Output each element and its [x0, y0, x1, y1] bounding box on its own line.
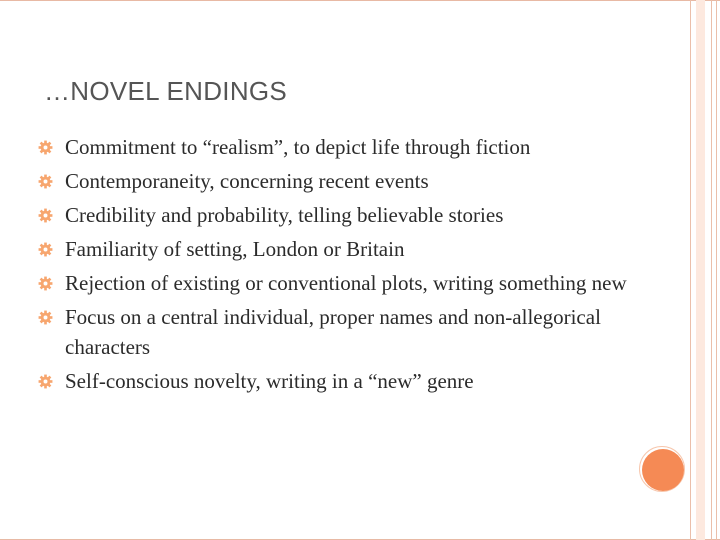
- bullet-list: [38, 132, 638, 400]
- slide-border-top: [0, 0, 720, 1]
- bullet-text: Self-conscious novelty, writing in a “new” genre: [65, 369, 474, 393]
- gear-icon: [38, 276, 53, 291]
- bullet-item: [38, 366, 638, 396]
- gear-icon: [38, 174, 53, 189]
- bullet-text: Contemporaneity, concerning recent events: [65, 169, 429, 193]
- bullet-text: Focus on a central individual, proper names and non-allegorical characters: [65, 305, 601, 359]
- bullet-text: Credibility and probability, telling believable stories: [65, 203, 504, 227]
- bullet-item: [38, 200, 638, 230]
- decorative-circle: [642, 449, 684, 491]
- bullet-text: Commitment to “realism”, to depict life through fiction: [65, 135, 531, 159]
- gear-icon: [38, 374, 53, 389]
- bullet-item: [38, 166, 638, 196]
- bullet-item: [38, 132, 638, 162]
- gear-icon: [38, 242, 53, 257]
- bullet-item: [38, 302, 638, 362]
- decorative-line: [716, 0, 717, 540]
- gear-icon: [38, 140, 53, 155]
- bullet-text: Rejection of existing or conventional plots, writing something new: [65, 271, 627, 295]
- decorative-line: [690, 0, 691, 540]
- slide-title: …NOVEL ENDINGS: [44, 76, 288, 106]
- decorative-bar: [696, 0, 705, 540]
- bullet-item: [38, 234, 638, 264]
- gear-icon: [38, 310, 53, 325]
- bullet-item: [38, 268, 638, 298]
- decorative-line: [711, 0, 712, 540]
- gear-icon: [38, 208, 53, 223]
- bullet-text: Familiarity of setting, London or Britain: [65, 237, 405, 261]
